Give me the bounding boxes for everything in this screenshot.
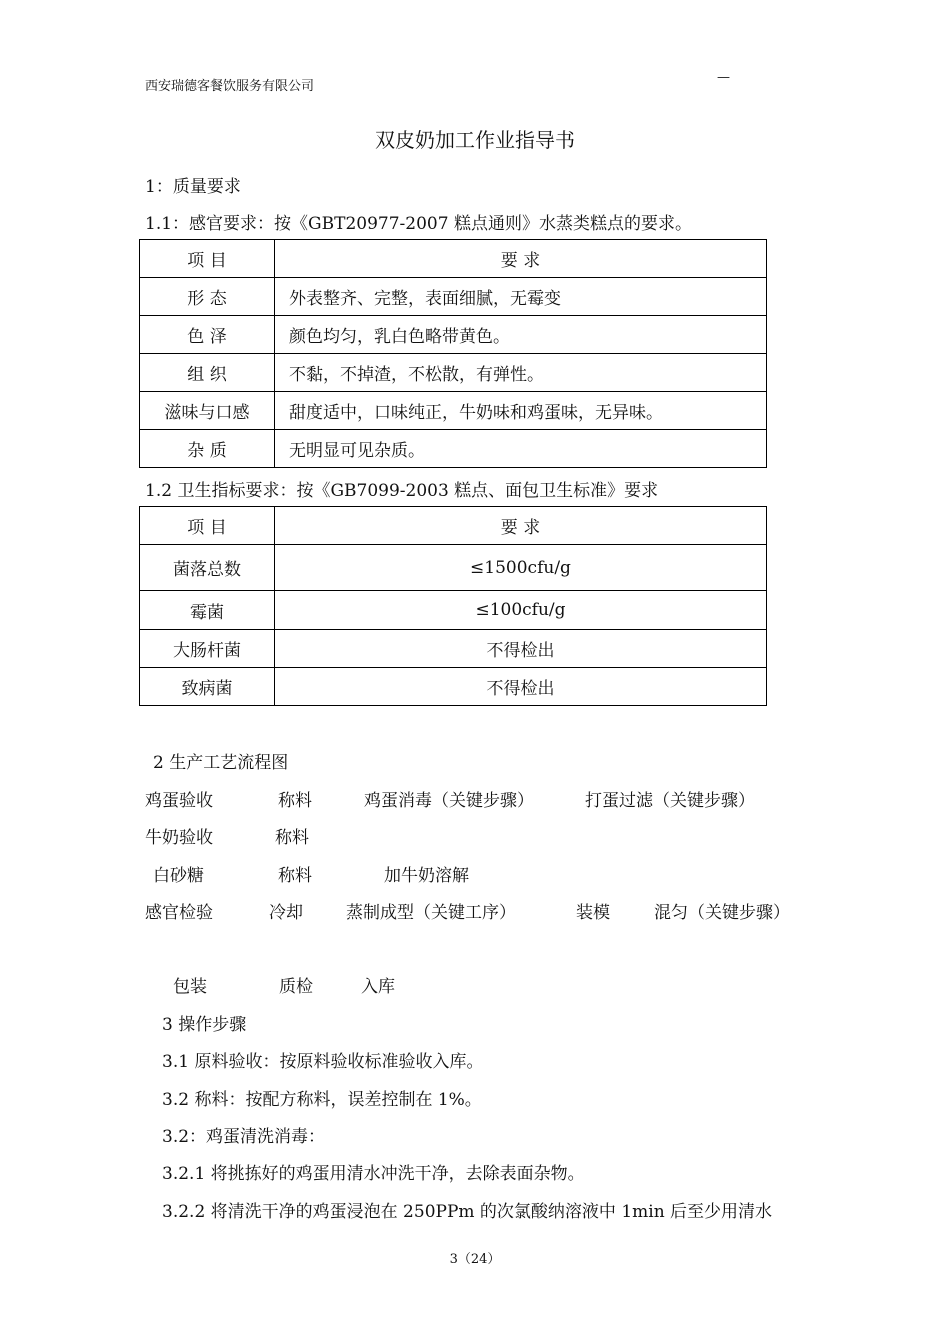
table-row <box>140 430 767 468</box>
flow-step: 加牛奶溶解 <box>384 866 469 886</box>
sensory-table <box>139 239 767 468</box>
row-item: 形 态 <box>140 278 275 316</box>
flow-step: 入库 <box>361 977 395 997</box>
row-req: 颜色均匀，乳白色略带黄色。 <box>275 316 767 354</box>
row-req: ≤1500cfu/g <box>275 545 767 591</box>
row-item: 霉菌 <box>140 591 275 630</box>
row-item: 致病菌 <box>140 668 275 706</box>
row-req: 甜度适中，口味纯正，牛奶味和鸡蛋味，无异味。 <box>275 392 767 430</box>
section3-heading: 3 操作步骤 <box>162 1015 247 1035</box>
flow-step: 称料 <box>278 866 312 886</box>
page-number: 3（24） <box>449 1252 501 1267</box>
row-req: 不得检出 <box>275 630 767 668</box>
section1-heading: 1：质量要求 <box>145 177 241 197</box>
table-row <box>140 630 767 668</box>
table-row <box>140 316 767 354</box>
row-req: 不得检出 <box>275 668 767 706</box>
table-header-row <box>140 507 767 545</box>
flow-step: 感官检验 <box>145 903 213 923</box>
col-req-header: 要 求 <box>275 240 767 278</box>
document-title: 双皮奶加工作业指导书 <box>375 128 575 152</box>
row-item: 大肠杆菌 <box>140 630 275 668</box>
flow-step: 混匀（关键步骤） <box>654 903 790 923</box>
flow-step: 称料 <box>278 791 312 811</box>
table-row <box>140 392 767 430</box>
step-item: 3.2 称料：按配方称料，误差控制在 1%。 <box>162 1090 482 1110</box>
flow-step: 牛奶验收 <box>145 828 213 848</box>
flow-step: 质检 <box>279 977 313 997</box>
col-req-header: 要 求 <box>275 507 767 545</box>
row-item: 组 织 <box>140 354 275 392</box>
table-row <box>140 278 767 316</box>
flow-step: 称料 <box>275 828 309 848</box>
row-item: 色 泽 <box>140 316 275 354</box>
company-name: 西安瑞德客餐饮服务有限公司 <box>145 79 315 94</box>
row-req: 外表整齐、完整，表面细腻，无霉变 <box>275 278 767 316</box>
section1-sub1: 1.1：感官要求：按《GBT20977-2007 糕点通则》水蒸类糕点的要求。 <box>145 214 692 234</box>
section2-heading: 2 生产工艺流程图 <box>153 753 289 773</box>
header-mark: — <box>717 70 730 85</box>
flow-step: 冷却 <box>269 903 303 923</box>
row-item: 菌落总数 <box>140 545 275 591</box>
row-req: 不黏，不掉渣，不松散，有弹性。 <box>275 354 767 392</box>
flow-step: 白砂糖 <box>153 866 204 886</box>
flow-step: 鸡蛋消毒（关键步骤） <box>364 791 534 811</box>
table-header-row <box>140 240 767 278</box>
col-item-header: 项 目 <box>140 240 275 278</box>
table-row <box>140 591 767 630</box>
row-req: ≤100cfu/g <box>275 591 767 630</box>
hygiene-table <box>139 506 767 706</box>
col-item-header: 项 目 <box>140 507 275 545</box>
row-item: 滋味与口感 <box>140 392 275 430</box>
flow-step: 装模 <box>576 903 610 923</box>
step-item: 3.2：鸡蛋清洗消毒： <box>162 1127 326 1147</box>
row-req: 无明显可见杂质。 <box>275 430 767 468</box>
flow-step: 包装 <box>173 977 207 997</box>
table-row <box>140 668 767 706</box>
flow-step: 鸡蛋验收 <box>145 791 213 811</box>
flow-step: 蒸制成型（关键工序） <box>346 903 516 923</box>
step-item: 3.2.1 将挑拣好的鸡蛋用清水冲洗干净，去除表面杂物。 <box>162 1164 585 1184</box>
table-row <box>140 545 767 591</box>
step-item: 3.2.2 将清洗干净的鸡蛋浸泡在 250PPm 的次氯酸纳溶液中 1min 后至少用清水 <box>162 1202 773 1222</box>
table-row <box>140 354 767 392</box>
step-item: 3.1 原料验收：按原料验收标准验收入库。 <box>162 1052 484 1072</box>
row-item: 杂 质 <box>140 430 275 468</box>
flow-step: 打蛋过滤（关键步骤） <box>585 791 755 811</box>
section1-sub2: 1.2 卫生指标要求：按《GB7099-2003 糕点、面包卫生标准》要求 <box>145 481 659 501</box>
